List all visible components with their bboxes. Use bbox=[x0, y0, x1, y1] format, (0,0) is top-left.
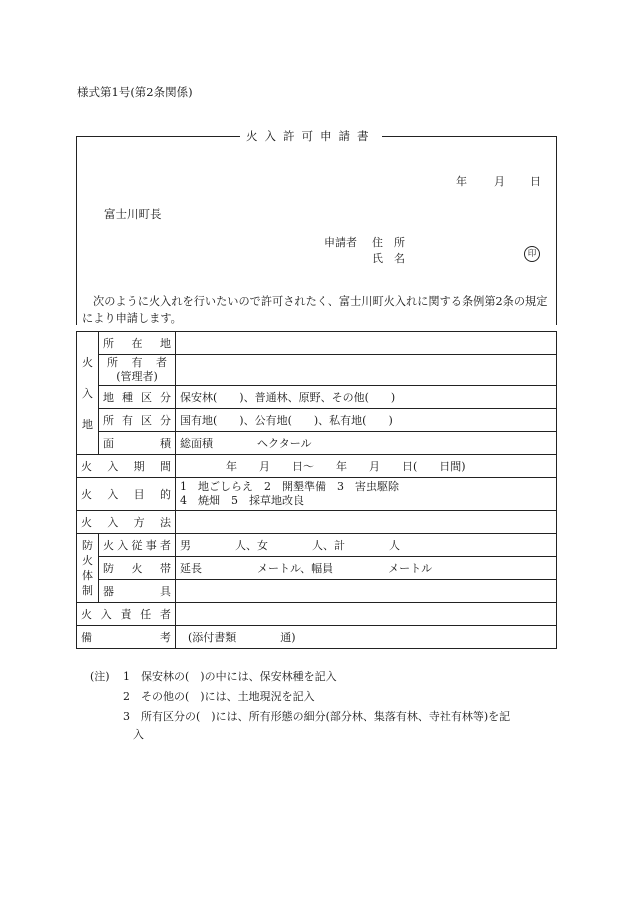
land-category-row bbox=[77, 386, 557, 409]
land-group-char-3: 地 bbox=[82, 417, 93, 431]
frame-left-border bbox=[76, 136, 77, 325]
ownership-label: 所有区分 bbox=[99, 409, 176, 432]
fp-group-char-2: 火 bbox=[82, 554, 93, 567]
method-value bbox=[176, 511, 557, 534]
area-value: 総面積 ヘクタール bbox=[176, 432, 557, 455]
land-owner-row bbox=[77, 355, 557, 386]
note-item-2: 2 その他の( )には、土地現況を記入 bbox=[123, 690, 315, 703]
fp-group-char-3: 体 bbox=[82, 569, 93, 582]
ownership-value: 国有地( )、公有地( )、私有地( ) bbox=[176, 409, 557, 432]
date-day: 日 bbox=[530, 175, 541, 188]
workers-row bbox=[77, 534, 557, 557]
date-month: 月 bbox=[494, 175, 505, 188]
purpose-line-1: 1 地ごしらえ 2 開墾準備 3 害虫駆除 bbox=[180, 480, 399, 493]
purpose-label: 火入目的 bbox=[77, 478, 176, 511]
method-row bbox=[77, 511, 557, 534]
responsible-row bbox=[77, 603, 557, 626]
firebreak-value: 延長 メートル、幅員 メートル bbox=[176, 557, 557, 580]
fire-prevention-group-cell bbox=[77, 534, 99, 603]
period-row bbox=[77, 455, 557, 478]
land-group-char-1: 火 bbox=[82, 355, 93, 369]
purpose-line-2: 4 焼畑 5 採草地改良 bbox=[180, 494, 304, 507]
owner-sublabel: (管理者) bbox=[116, 370, 158, 383]
fp-group-char-4: 制 bbox=[82, 584, 93, 597]
area-label: 面積 bbox=[99, 432, 176, 455]
workers-value: 男 人、女 人、計 人 bbox=[176, 534, 557, 557]
note-item-3-continuation: 入 bbox=[133, 728, 144, 741]
purpose-value-cell bbox=[176, 478, 557, 511]
land-category-value: 保安林( )、普通林、原野、その他( ) bbox=[176, 386, 557, 409]
equipment-label: 器具 bbox=[99, 580, 176, 603]
land-category-label: 地種区分 bbox=[99, 386, 176, 409]
period-value: 年 月 日〜 年 月 日( 日間) bbox=[176, 455, 557, 478]
location-value bbox=[176, 332, 557, 355]
firebreak-row bbox=[77, 557, 557, 580]
application-paragraph: 次のように火入れを行いたいので許可されたく、富士川町火入れに関する条例第2条の規定により申請します。 bbox=[82, 295, 548, 325]
note-item-1: 1 保安林の( )の中には、保安林種を記入 bbox=[123, 670, 337, 683]
area-row bbox=[77, 432, 557, 455]
fp-group-char-1: 防 bbox=[82, 539, 93, 552]
firebreak-label: 防火帯 bbox=[99, 557, 176, 580]
land-location-row bbox=[77, 332, 557, 355]
period-label: 火入期間 bbox=[77, 455, 176, 478]
purpose-row bbox=[77, 478, 557, 511]
form-number-label: 様式第1号(第2条関係) bbox=[77, 85, 193, 99]
workers-label: 火入従事者 bbox=[99, 534, 176, 557]
applicant-prefix: 申請者 bbox=[324, 236, 357, 249]
applicant-address-label: 住 所 bbox=[372, 236, 405, 249]
remarks-label: 備考 bbox=[77, 626, 176, 649]
equipment-value bbox=[176, 580, 557, 603]
frame-right-border bbox=[556, 136, 557, 325]
owner-value bbox=[176, 355, 557, 386]
ownership-row bbox=[77, 409, 557, 432]
owner-label-cell bbox=[99, 355, 176, 386]
applicant-name-label: 氏 名 bbox=[372, 252, 405, 265]
notes-prefix: (注) bbox=[90, 670, 110, 683]
remarks-value: (添付書類 通) bbox=[176, 626, 557, 649]
remarks-row bbox=[77, 626, 557, 649]
location-label: 所在地 bbox=[99, 332, 176, 355]
date-year: 年 bbox=[456, 175, 467, 188]
note-item-3: 3 所有区分の( )には、所有形態の細分(部分林、集落有林、寺社有林等)を記 bbox=[123, 710, 511, 723]
document-title: 火入許可申請書 bbox=[240, 128, 382, 144]
responsible-label: 火入責任者 bbox=[77, 603, 176, 626]
responsible-value bbox=[176, 603, 557, 626]
equipment-row bbox=[77, 580, 557, 603]
application-table bbox=[76, 331, 557, 649]
land-group-char-2: 入 bbox=[82, 386, 93, 400]
addressee: 富士川町長 bbox=[104, 207, 162, 221]
seal-mark: 印 bbox=[524, 246, 540, 262]
land-group-cell bbox=[77, 332, 99, 455]
method-label: 火入方法 bbox=[77, 511, 176, 534]
owner-label: 所有者 bbox=[107, 356, 167, 369]
